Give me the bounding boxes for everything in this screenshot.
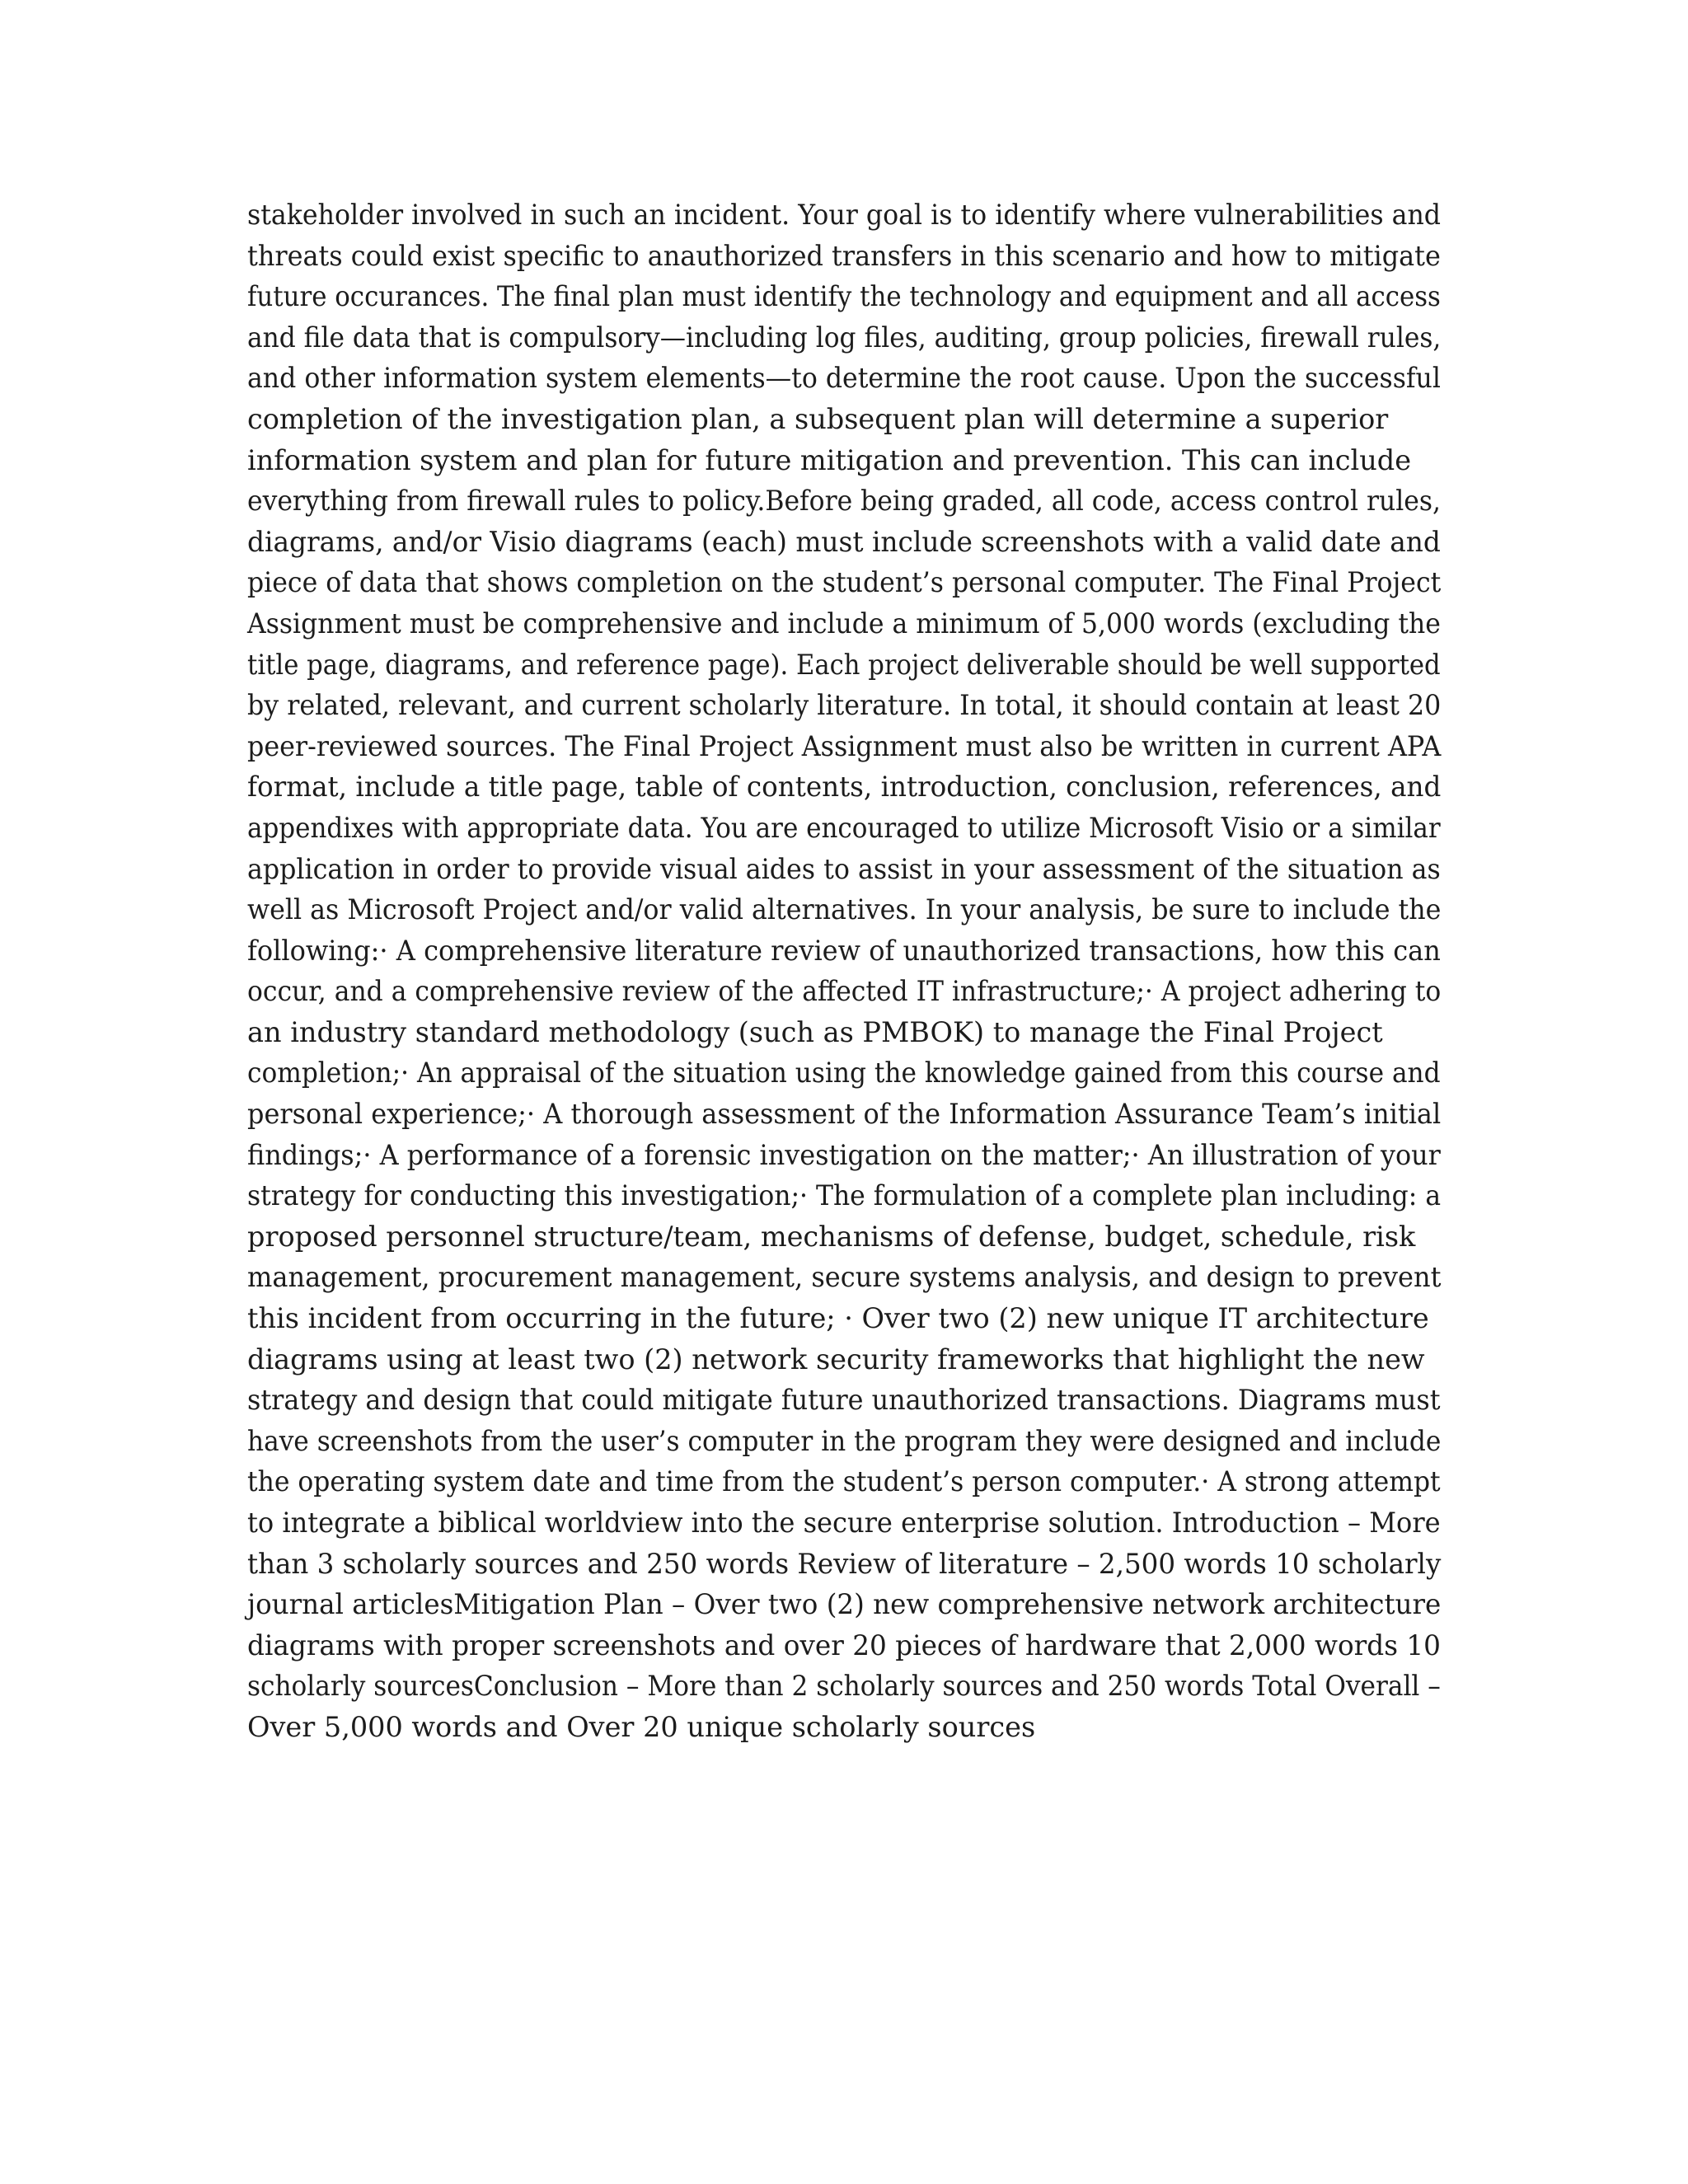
text-line: strategy for conducting this investigation;· The formulation of a complete plan including: a: [247, 1179, 1442, 1212]
text-line: personal experience;· A thorough assessment of the Information Assurance Team’s initial: [247, 1098, 1442, 1131]
text-line: format, include a title page, table of contents, introduction, conclusion, references, and: [247, 771, 1442, 804]
text-line: completion of the investigation plan, a subsequent plan will determine a superior: [247, 402, 1389, 435]
text-line: diagrams using at least two (2) network security frameworks that highlight the new: [247, 1343, 1425, 1376]
text-line: the operating system date and time from the student’s person computer.· A strong attempt: [247, 1465, 1441, 1498]
text-line: everything from firewall rules to policy.Before being graded, all code, access control rules,: [247, 485, 1441, 518]
text-line: completion;· An appraisal of the situation using the knowledge gained from this course and: [247, 1057, 1441, 1090]
text-line: piece of data that shows completion on the student’s personal computer. The Final Project: [247, 566, 1442, 599]
text-line: well as Microsoft Project and/or valid alternatives. In your analysis, be sure to include the: [247, 893, 1442, 926]
text-line: by related, relevant, and current scholarly literature. In total, it should contain at least 20: [247, 689, 1442, 722]
text-line: this incident from occurring in the future; · Over two (2) new unique IT architecture: [247, 1302, 1429, 1335]
text-line: findings;· A performance of a forensic investigation on the matter;· An illustration of your: [247, 1138, 1441, 1171]
text-line: proposed personnel structure/team, mechanisms of defense, budget, schedule, risk: [247, 1220, 1416, 1253]
text-line: Over 5,000 words and Over 20 unique scholarly sources: [247, 1710, 1036, 1743]
text-line: strategy and design that could mitigate future unauthorized transactions. Diagrams must: [247, 1384, 1441, 1417]
text-line: appendixes with appropriate data. You are encouraged to utilize Microsoft Visio or a similar: [247, 811, 1441, 844]
text-line: stakeholder involved in such an incident. Your goal is to identify where vulnerabilities and: [247, 199, 1442, 231]
text-line: management, procurement management, secure systems analysis, and design to prevent: [247, 1261, 1442, 1294]
text-line: to integrate a biblical worldview into the secure enterprise solution. Introduction – More: [247, 1507, 1441, 1539]
text-line: diagrams, and/or Visio diagrams (each) must include screenshots with a valid date and: [247, 525, 1441, 558]
text-line: application in order to provide visual aides to assist in your assessment of the situation as: [247, 852, 1441, 885]
text-line: and file data that is compulsory—including log files, auditing, group policies, firewall rules,: [247, 321, 1442, 354]
text-line: scholarly sourcesConclusion – More than 2 scholarly sources and 250 words Total Overall –: [247, 1670, 1441, 1703]
text-line: Assignment must be comprehensive and include a minimum of 5,000 words (excluding the: [247, 607, 1441, 640]
text-line: future occurances. The final plan must identify the technology and equipment and all access: [247, 280, 1441, 313]
text-line: than 3 scholarly sources and 250 words Review of literature – 2,500 words 10 scholarly: [247, 1547, 1442, 1580]
text-line: have screenshots from the user’s computer in the program they were designed and include: [247, 1424, 1442, 1457]
assignment-text: [247, 194, 1441, 1748]
text-line: peer-reviewed sources. The Final Project Assignment must also be written in current APA: [247, 729, 1442, 762]
text-line: threats could exist specific to anauthorized transfers in this scenario and how to mitigate: [247, 239, 1441, 272]
text-line: diagrams with proper screenshots and over 20 pieces of hardware that 2,000 words 10: [247, 1629, 1441, 1661]
text-line: journal articlesMitigation Plan – Over two (2) new comprehensive network architecture: [247, 1588, 1442, 1621]
text-line: information system and plan for future mitigation and prevention. This can include: [247, 443, 1412, 476]
text-line: an industry standard methodology (such as PMBOK) to manage the Final Project: [247, 1015, 1383, 1048]
text-line: occur, and a comprehensive review of the affected IT infrastructure;· A project adhering to: [247, 975, 1442, 1008]
text-line: following:· A comprehensive literature review of unauthorized transactions, how this can: [247, 934, 1441, 967]
text-line: title page, diagrams, and reference page). Each project deliverable should be well supported: [247, 648, 1441, 681]
text-line: and other information system elements—to determine the root cause. Upon the successful: [247, 362, 1441, 395]
